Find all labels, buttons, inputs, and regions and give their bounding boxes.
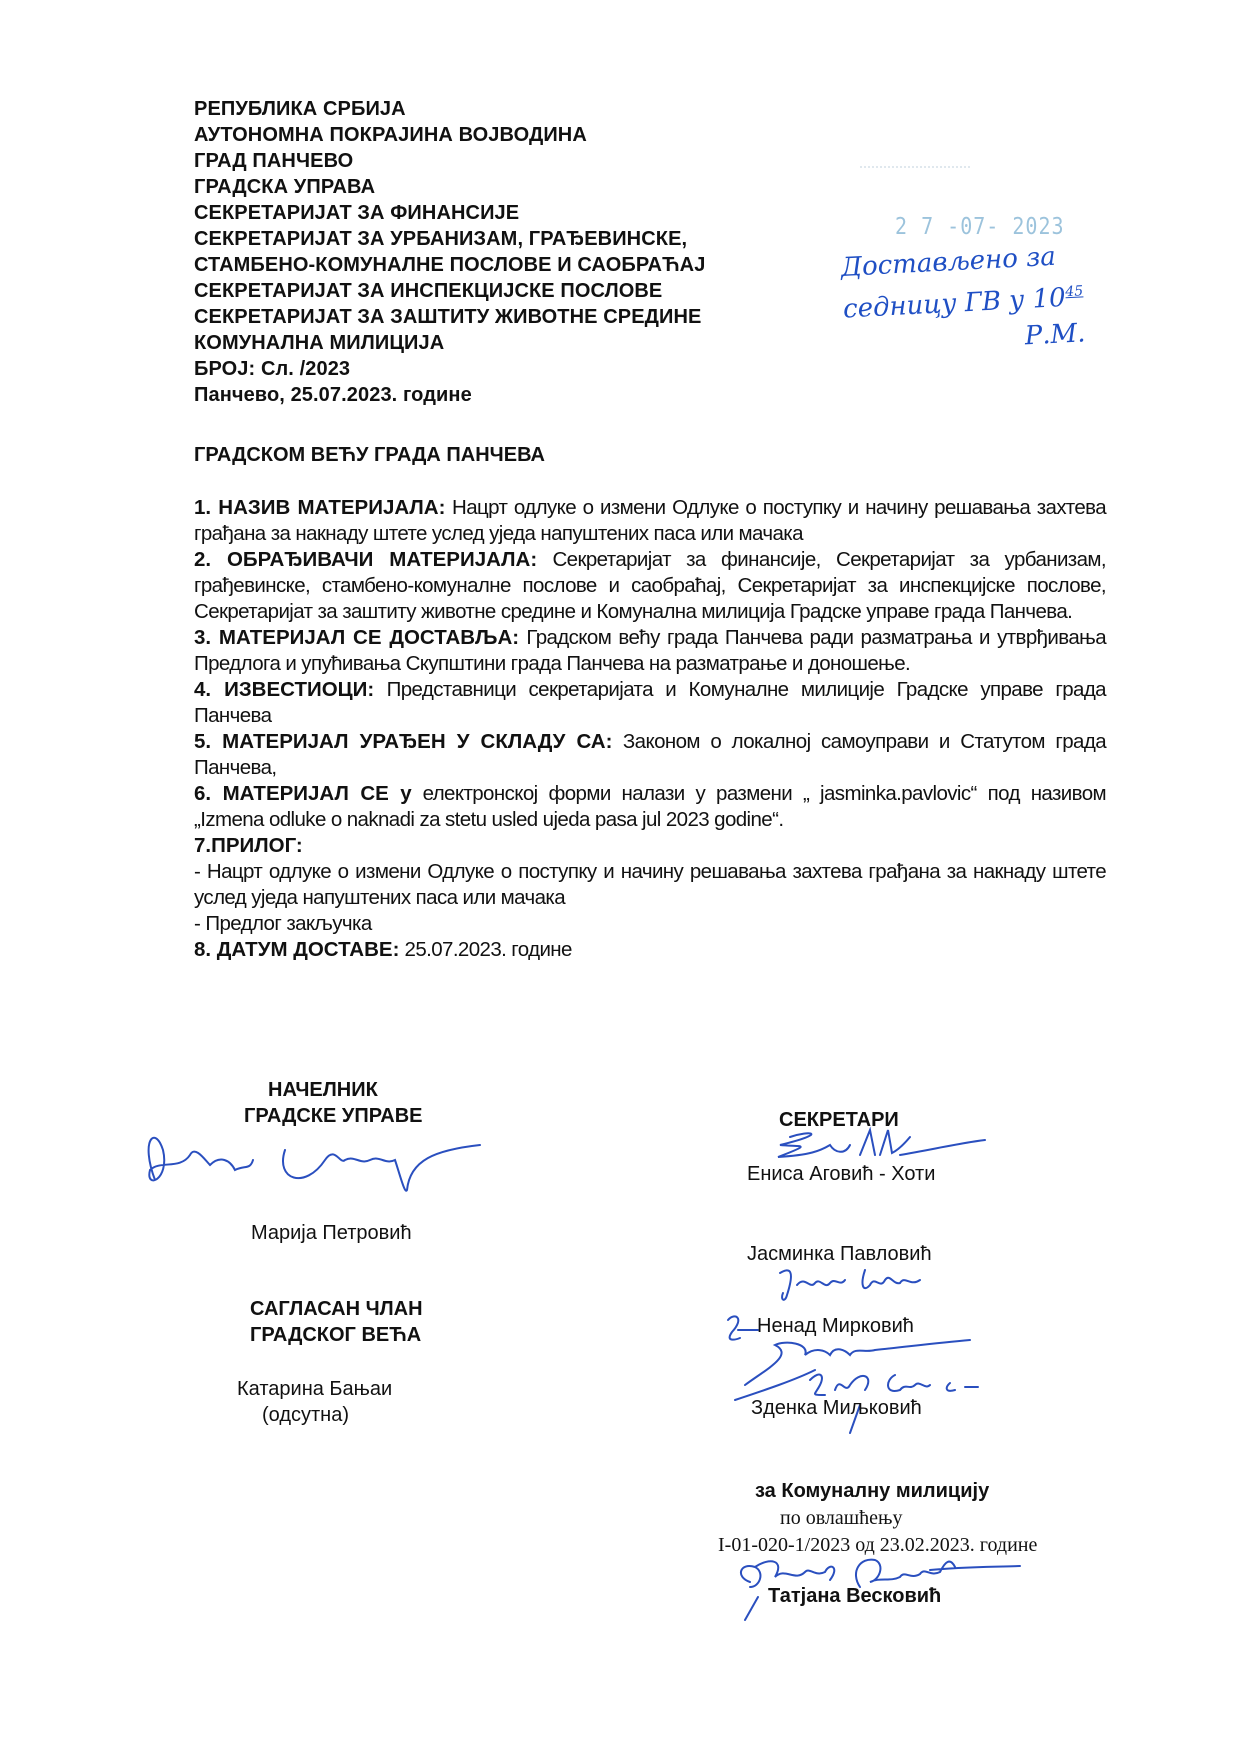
letterhead-line: СЕКРЕТАРИЈАТ ЗА УРБАНИЗАМ, ГРАЂЕВИНСКЕ,	[194, 228, 688, 250]
item-text: Законом о локалној самоуправи и Статутом града Панчева,	[194, 730, 1106, 779]
authorization-line: по овлашћењу	[780, 1507, 903, 1529]
signatory-council-name: Катарина Бањаи	[237, 1378, 393, 1400]
handwritten-note-line: Достављено за	[840, 241, 1057, 283]
letterhead-line: ГРАД ПАНЧЕВО	[194, 150, 354, 172]
handwritten-note-text: седницу ГВ у 10	[842, 282, 1067, 325]
secretary-name: Јасминка Павловић	[747, 1243, 932, 1265]
item-text: Градском већу града Панчева ради разматрања и утврђивања Предлога и упућивања Скупштини града Панчева на разматрање и доношење.	[194, 626, 1106, 675]
letterhead-line: АУТОНОМНА ПОКРАЈИНА ВОЈВОДИНА	[194, 124, 587, 146]
signature-jasminka-pavlovic	[775, 1265, 945, 1305]
item-label: 1. НАЗИВ МАТЕРИЈАЛА:	[194, 496, 446, 519]
secretary-name: Зденка Миљковић	[751, 1397, 922, 1419]
item-1	[194, 495, 1106, 547]
item-2	[194, 547, 1106, 625]
communal-police-name	[768, 1583, 941, 1609]
signatory-council-note: (одсутна)	[262, 1404, 350, 1426]
document-date: Панчево, 25.07.2023. године	[194, 384, 472, 406]
signatory-title-line: НАЧЕЛНИК	[268, 1079, 378, 1101]
letterhead-line: СТАМБЕНО-КОМУНАЛНЕ ПОСЛОВЕ И САОБРАЋАЈ	[194, 254, 706, 276]
document-body	[194, 495, 1106, 963]
item-4	[194, 677, 1106, 729]
signatory-title-line: СЕКРЕТАРИ	[779, 1109, 899, 1131]
letterhead-line: СЕКРЕТАРИЈАТ ЗА ФИНАНСИЈЕ	[194, 202, 520, 224]
attachment-item: - Нацрт одлуке о измени Одлуке о поступку и начину решавања захтева грађана за накнаду штете услед уједа напуштених паса или мачака	[194, 860, 1106, 909]
item-label: 4. ИЗВЕСТИОЦИ:	[194, 678, 375, 701]
item-label: 5. МАТЕРИЈАЛ УРАЂЕН У СКЛАДУ СА:	[194, 730, 613, 753]
item-text: Секретаријат за финансије, Секретаријат за урбанизам, грађевинске, стамбено-комуналне послове и саобраћај, Секретаријат за инспекцијске послове, Секретаријат за заштиту животне средине и Комунална милиција Градске управе града Панчева.	[194, 548, 1107, 623]
item-label: 8. ДАТУМ ДОСТАВЕ:	[194, 938, 400, 961]
item-label: 2. ОБРАЂИВАЧИ МАТЕРИЈАЛА:	[194, 548, 538, 571]
item-text: Представници секретаријата и Комуналне милиције Градске управе града Панчева	[194, 678, 1106, 727]
signatory-council-title	[250, 1296, 423, 1348]
handwritten-note-minutes: 45	[1064, 283, 1084, 301]
signatory-title-line: ГРАДСКОГ ВЕЋА	[250, 1324, 422, 1346]
attachment-item: - Предлог закључка	[194, 912, 372, 935]
received-date-stamp: 2 7 -07- 2023	[895, 212, 1065, 240]
secretary-name: Ненад Мирковић	[757, 1315, 914, 1337]
signatory-title-line: САГЛАСАН ЧЛАН	[250, 1298, 423, 1320]
handwritten-initials: Р.М.	[1023, 317, 1087, 352]
stamp-faint-mark	[860, 166, 970, 182]
signature-marija-petrovic	[135, 1120, 495, 1200]
communal-police-title	[755, 1478, 989, 1504]
item-5	[194, 729, 1106, 781]
letterhead	[194, 96, 705, 408]
handwritten-note	[840, 237, 1086, 363]
signatory-head-name: Марија Петровић	[251, 1222, 412, 1244]
item-label: 7.ПРИЛОГ:	[194, 834, 303, 857]
letterhead-line: КОМУНАЛНА МИЛИЦИЈА	[194, 332, 445, 354]
item-label: 6. МАТЕРИЈАЛ СЕ у	[194, 782, 412, 805]
item-7	[194, 833, 1106, 859]
letterhead-line: РЕПУБЛИКА СРБИЈА	[194, 98, 406, 120]
letterhead-line: ГРАДСКА УПРАВА	[194, 176, 376, 198]
authorization-number: I-01-020-1/2023 од 23.02.2023. године	[718, 1534, 1038, 1556]
item-6	[194, 781, 1106, 833]
signatory-head-title	[268, 1077, 378, 1103]
item-8	[194, 937, 1106, 963]
secretary-name: Ениса Аговић - Хоти	[747, 1163, 936, 1185]
item-text: 25.07.2023. године	[399, 938, 572, 961]
addressee: ГРАДСКОМ ВЕЋУ ГРАДА ПАНЧЕВА	[194, 444, 545, 466]
letterhead-line: СЕКРЕТАРИЈАТ ЗА ИНСПЕКЦИЈСКЕ ПОСЛОВЕ	[194, 280, 663, 302]
item-label: 3. МАТЕРИЈАЛ СЕ ДОСТАВЉА:	[194, 626, 520, 649]
signatory-title-line: ГРАДСКЕ УПРАВЕ	[244, 1105, 423, 1127]
document-number: БРОЈ: Сл. /2023	[194, 358, 351, 380]
item-text: Нацрт одлуке о измени Одлуке о поступку и начину решавања захтева грађана за накнаду штете услед уједа напуштених паса или мачака	[194, 496, 1106, 545]
letterhead-line: СЕКРЕТАРИЈАТ ЗА ЗАШТИТУ ЖИВОТНЕ СРЕДИНЕ	[194, 306, 702, 328]
item-text: електронској форми налази у размени „ jasminka.pavlovic“ под називом „Izmena odluke o naknadi za stetu usled ujeda pasa jul 2023 godine“.	[194, 782, 1106, 831]
item-3	[194, 625, 1106, 677]
signatory-name: Татјана Весковић	[768, 1585, 942, 1607]
signatory-title-line: за Комуналну милицију	[755, 1480, 990, 1502]
